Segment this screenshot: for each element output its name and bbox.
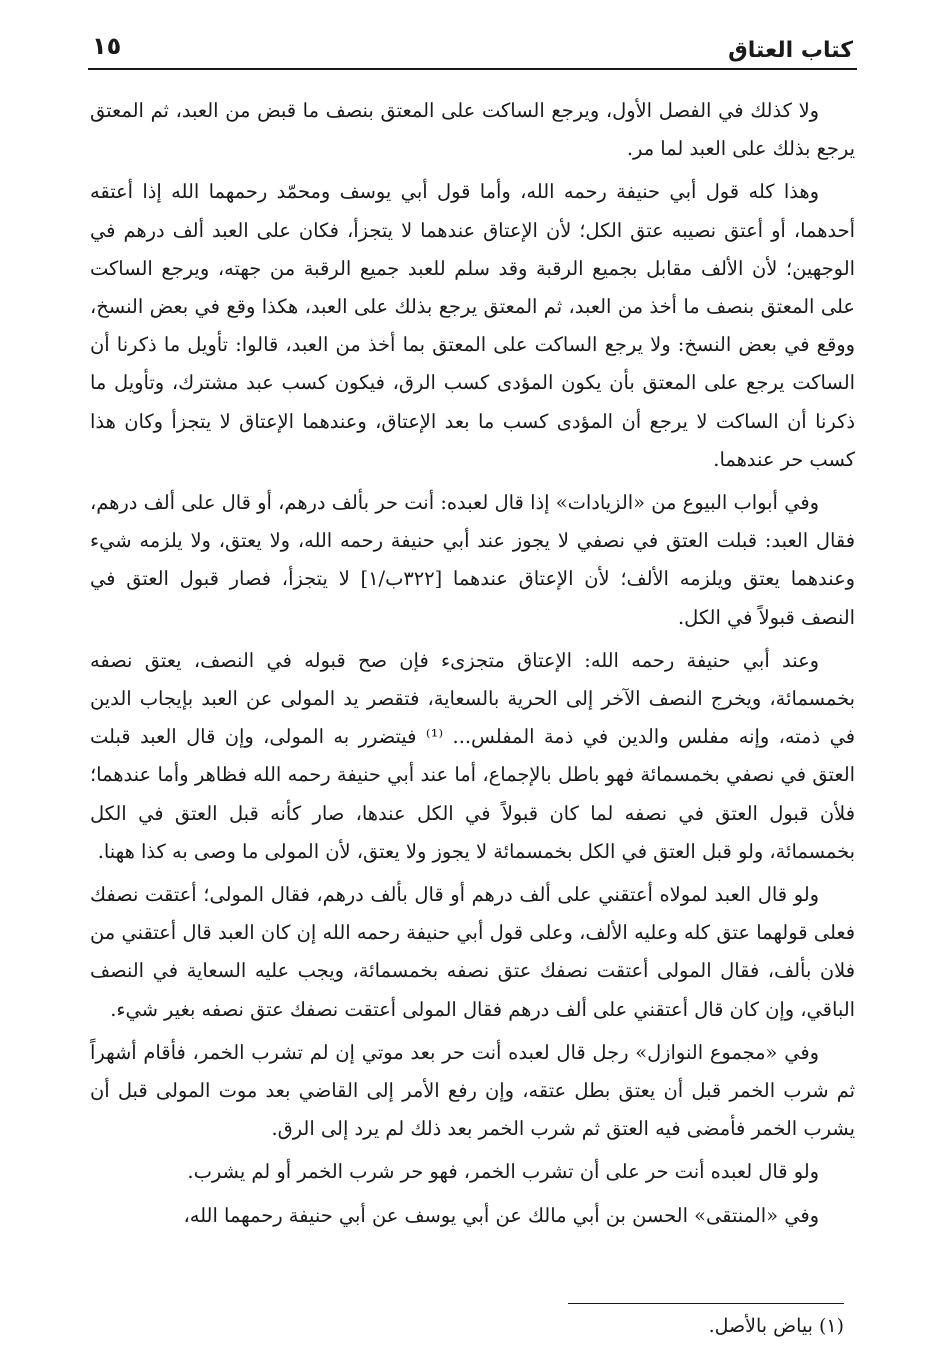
paragraph: وفي «المنتقى» الحسن بن أبي مالك عن أبي يوسف عن أبي حنيفة رحمهما الله، [183,1203,819,1227]
footnote [709,1310,844,1342]
footnote-marker: (١) [818,1315,844,1337]
paragraph: ولا كذلك في الفصل الأول، ويرجع الساكت على المعتق بنصف ما قبض من العبد، ثم المعتق يرجع بذلك على العبد لما مر. [90,99,855,161]
page-number: ١٥ [92,32,122,60]
main-text [90,92,855,1240]
paragraph: وفي «مجموع النوازل» رجل قال لعبده أنت حر بعد موتي إن لم تشرب الخمر، فأقام أشهراً ثم شرب الخمر قبل أن يعتق بطل عتقه، وإن رفع الأمر إلى القاضي بعد موت المولى قبل أن يشرب الخمر فأمضى فيه العتق ثم شرب الخمر بعد ذلك لم يرد إلى الرق. [90,1040,855,1141]
paragraph: ولو قال العبد لمولاه أعتقني على ألف درهم أو قال بألف درهم، فقال المولى؛ أعتقت نصفك فعلى قولهما عتق كله وعليه الألف، وعلى قول أبي حنيفة رحمه الله إن كان العبد قال أعتقني من فلان بألف، فقال المولى أعتقت نصفك عتق نصفه بخمسمائة، ويجب عليه السعاية في النصف الباقي، وإن كان قال أعتقني على ألف درهم فقال المولى أعتقت نصفك عتق نصفه بغير شيء. [90,883,855,1021]
paragraph: ولو قال لعبده أنت حر على أن تشرب الخمر، فهو حر شرب الخمر أو لم يشرب. [187,1160,819,1184]
paragraph: وهذا كله قول أبي حنيفة رحمه الله، وأما قول أبي يوسف ومحمّد رحمهما الله إذا أعتقه أحدهما، أو أعتق نصيبه عتق الكل؛ لأن الإعتاق عندهما لا يتجزأ، فكان على العبد ألف درهم في الوجهين؛ لأن الألف مقابل بجميع الرقبة وقد سلم للعبد جميع الرقبة من جهته، ويرجع الساكت على المعتق بنصف ما أخذ من العبد، ثم المعتق يرجع بذلك على العبد، هكذا وقع في بعض النسخ، ووقع في بعض النسخ: ولا يرجع الساكت على المعتق بما أخذ من العبد، قالوا: تأويل ما ذكرنا أن الساكت يرجع على المعتق بأن يكون المؤدى كسب الرق، فيكون كسب عبد مشترك، وتأويل ما ذكرنا أن الساكت لا يرجع أن المؤدى كسب ما بعد الإعتاق، وعندهما الإعتاق لا يتجزأ وكان هذا كسب حر عندهما. [90,180,855,471]
footnote-separator [568,1303,844,1304]
paragraph: وعند أبي حنيفة رحمه الله: الإعتاق متجزىء فإن صح قبوله في النصف، يعتق نصفه بخمسمائة، ويخرج النصف الآخر إلى الحرية بالسعاية، فتقصر يد المولى عن العبد بإيجاب الدين في ذمته، وإنه مفلس والدين في ذمة المفلس... ⁽¹⁾ فيتضرر به المولى، وإن قال العبد قبلت العتق في نصفي بخمسمائة فهو باطل بالإجماع، أما عند أبي حنيفة رحمه الله فظاهر وأما عندهما؛ فلأن قبول العتق في نصفه لما كان قبولاً في الكل عندها، صار كأنه قبل العتق في الكل بخمسمائة، ولو قبل العتق في الكل بخمسمائة لا يجوز ولا يعتق، لأن المولى ما وصى به كذا ههنا. [90,648,856,863]
running-title: كتاب العتاق [728,38,853,63]
paragraph: وفي أبواب البيوع من «الزيادات» إذا قال لعبده: أنت حر بألف درهم، أو قال على ألف درهم، فقال العبد: قبلت العتق في نصفي لا يجوز عند أبي حنيفة رحمه الله، ولا يعتق، ولا يلزمه شيء وعندهما يعتق ويلزمه الألف؛ لأن الإعتاق عندهما [٣٢٢ب/١] لا يتجزأ، فصار قبول العتق في النصف قبولاً في الكل. [90,491,856,629]
footnote-text: بياض بالأصل. [708,1315,813,1337]
page-header [88,20,857,70]
